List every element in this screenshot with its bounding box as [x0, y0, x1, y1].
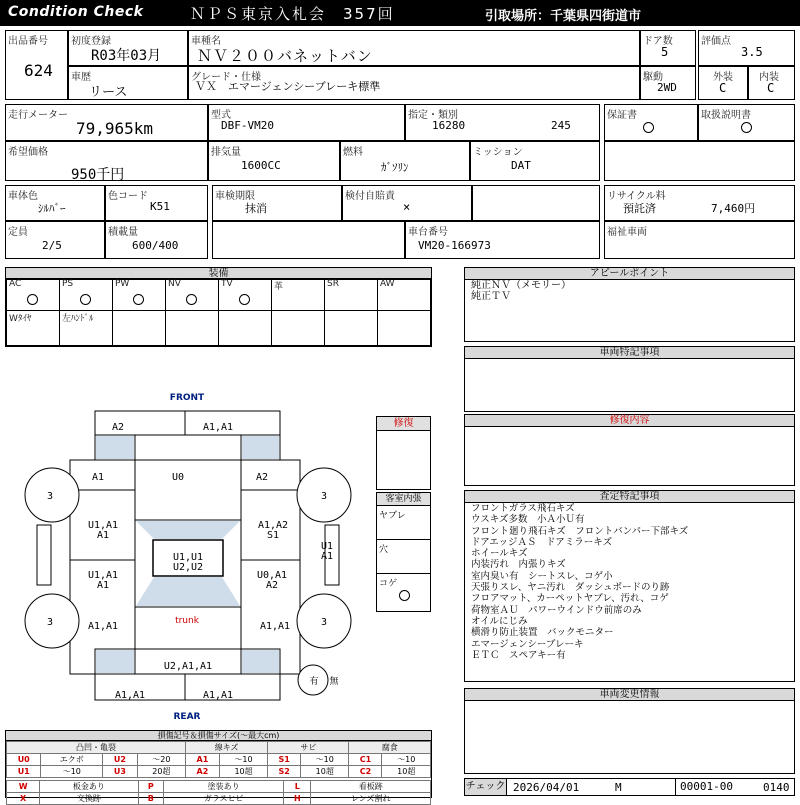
- damage-mark: U0: [171, 472, 185, 483]
- inspection-note: エマージェンシーブレーキ: [471, 638, 584, 650]
- insurance: ×: [403, 200, 411, 214]
- doors: 5: [661, 45, 669, 59]
- legend-cell: ～10: [219, 754, 267, 766]
- equipped-mark: [133, 294, 144, 305]
- inspection-note: 内装汚れ 内張りキズ: [471, 559, 566, 571]
- equipment-label: TV: [221, 279, 233, 289]
- trunk-label: trunk: [175, 616, 199, 626]
- model: DBF-VM20: [221, 119, 274, 132]
- color-code-cell: 色コード K51: [105, 185, 208, 221]
- legend-cell: X: [7, 793, 40, 805]
- interior-box: [376, 492, 431, 612]
- equipment-extra-cell: [6, 310, 60, 346]
- legend-cell: 10超: [382, 766, 431, 778]
- legend-cell: S2: [268, 766, 301, 778]
- damage-mark: A1: [91, 472, 105, 483]
- legend-cell: S1: [268, 754, 301, 766]
- inspection-note: 荷物室ＡＵ パワーウインドウ前席のみ: [471, 604, 642, 616]
- appeal-panel: [464, 267, 795, 342]
- interior-title: 客室内張: [377, 493, 430, 506]
- legend-cell: ～10: [41, 766, 103, 778]
- insurance-cell: 検付自賠責 ×: [342, 185, 472, 221]
- appeal-title: アピールポイント: [465, 268, 794, 280]
- auction-name: ＮＰＳ東京入札会 357回: [190, 5, 395, 23]
- damage-mark: A1,A1: [114, 690, 146, 701]
- legend-header: 凸凹・亀裂: [7, 742, 186, 754]
- equipped-mark: [186, 294, 197, 305]
- legend-cell: C2: [349, 766, 382, 778]
- category-cell: 指定・類別 16280 245: [405, 104, 600, 141]
- check-footer: [464, 778, 795, 796]
- changes-title: 車両変更情報: [465, 689, 794, 701]
- appeal-line: 純正ＮＶ（メモリー）: [471, 280, 571, 291]
- legend-header: 腐食: [349, 742, 431, 754]
- exterior-cell: 外装 C: [698, 66, 748, 100]
- header-title: Condition Check: [8, 4, 144, 20]
- capacity-cell: 定員 2/5: [5, 221, 105, 259]
- doors-cell: ドア数 5: [640, 30, 696, 66]
- legend-cell: U0: [7, 754, 41, 766]
- equipment-label: NV: [168, 279, 181, 289]
- legend-table: [6, 741, 431, 778]
- legend-cell: エクボ: [41, 754, 103, 766]
- legend-header: 線キズ: [186, 742, 268, 754]
- mileage-cell: 走行メーター 79,965km: [5, 104, 208, 141]
- check-number: 00001-00: [675, 779, 733, 795]
- mission-cell: ミッション DAT: [470, 141, 600, 181]
- warranty-yes-mark: [643, 122, 654, 133]
- inspection-notes-list: [471, 503, 688, 661]
- appeal-list: [471, 280, 571, 302]
- equipment-label: 革: [274, 282, 284, 292]
- inspection-note: ウスキズ多数 小Ａ小Ｕ有: [471, 514, 585, 526]
- inspection-note: ホイールキズ: [471, 548, 528, 560]
- legend-cell: ～10: [301, 754, 349, 766]
- body-color-cell: 車体色 ｼﾙﾊﾞｰ: [5, 185, 105, 221]
- mileage: 79,965km: [76, 119, 154, 138]
- inspection-note: フロントガラス飛石キズ: [471, 503, 575, 514]
- inspection-cell: 車検期限 抹消: [212, 185, 342, 221]
- repair-detail-title: 修復内容: [465, 415, 794, 427]
- repair-detail-panel: [464, 414, 795, 486]
- damage-mark: 3: [320, 617, 328, 628]
- equipment-extra-cell: [59, 310, 113, 346]
- changes-panel: [464, 688, 795, 774]
- legend-cell: 塗装あり: [164, 781, 284, 793]
- legend-header: サビ: [268, 742, 349, 754]
- equipment-label: PW: [115, 279, 130, 289]
- equipped-mark: [27, 294, 38, 305]
- header-bar: [0, 0, 800, 26]
- inspection-note: 天張りスレ、ヤニ汚れ ダッシュボードのり跡: [471, 582, 670, 594]
- repair-box: [376, 416, 431, 490]
- equipment-tv: [218, 278, 272, 311]
- legend-table-2: [6, 780, 431, 805]
- equipment-aw: [377, 278, 431, 311]
- model-cell: 型式 DBF-VM20: [208, 104, 405, 141]
- vehicle-name: ＮＶ２００バネットバン: [197, 47, 373, 65]
- first-registration-cell: 初度登録 R03年03月: [68, 30, 188, 66]
- damage-mark: U1,A1 A1: [87, 520, 119, 541]
- legend-cell: C1: [349, 754, 382, 766]
- score-cell: 評価点 3.5: [698, 30, 795, 66]
- score: 3.5: [741, 45, 763, 59]
- inspection-notes-title: 査定特記事項: [465, 491, 794, 503]
- equipment-label: AW: [380, 279, 395, 289]
- legend-cell: L: [284, 781, 311, 793]
- check-date: 2026/04/01: [513, 781, 580, 794]
- legend-cell: ガラスヒビ: [164, 793, 284, 805]
- legend-cell: A1: [186, 754, 220, 766]
- appeal-line: 純正ＴＶ: [471, 291, 511, 302]
- equipment-leather: [271, 278, 325, 311]
- lot-number-cell: 出品番号 624: [5, 30, 68, 100]
- history-cell: 車歴 リース: [68, 66, 188, 100]
- desired-price: 950千円: [71, 167, 125, 183]
- equipment-title: 装備: [6, 268, 431, 280]
- load-cell: 積載量 600/400: [105, 221, 208, 259]
- recycle-status: 預託済: [623, 202, 656, 215]
- fuel-cell: 燃料 ｶﾞｿﾘﾝ: [340, 141, 470, 181]
- legend-cell: 10超: [219, 766, 267, 778]
- grade-cell: グレード・仕様 ＶＸ エマージェンシーブレーキ標準: [188, 66, 640, 100]
- equipment-ac: [6, 278, 60, 311]
- inspection-note: フロアマット、カーペットヤブレ、汚れ、コゲ: [471, 593, 669, 605]
- legend-cell: U3: [103, 766, 137, 778]
- equipment-label: PS: [62, 279, 74, 289]
- displacement-cell: 排気量 1600CC: [208, 141, 340, 181]
- legend-cell: 看板跡: [311, 781, 431, 793]
- legend-cell: ～10: [382, 754, 431, 766]
- equipment-extra-label: 左ﾊﾝﾄﾞﾙ: [62, 314, 94, 324]
- grade: ＶＸ エマージェンシーブレーキ標準: [195, 80, 381, 93]
- legend-cell: P: [138, 781, 164, 793]
- legend-cell: W: [7, 781, 40, 793]
- exterior-grade: C: [719, 81, 727, 95]
- legend-cell: U2: [103, 754, 137, 766]
- equipment-sr: [324, 278, 378, 311]
- legend-cell: ～20: [137, 754, 185, 766]
- equipment-nv: [165, 278, 219, 311]
- front-label: FRONT: [169, 393, 205, 403]
- history: リース: [89, 85, 128, 100]
- blank-cell: [604, 141, 795, 181]
- spare-yes: 有: [309, 677, 319, 687]
- price-cell: 希望価格 950千円: [5, 141, 208, 181]
- warranty-cell: 保証書: [604, 104, 698, 141]
- load-capacity: 600/400: [132, 239, 179, 252]
- damage-mark: U0,A1 A2: [256, 570, 288, 591]
- inspection-note: オイルにじみ: [471, 615, 528, 627]
- drive-cell: 駆動 2WD: [640, 66, 696, 100]
- damage-mark: 3: [46, 617, 54, 628]
- inspection-note: 横滑り防止装置 バックモニター: [471, 627, 614, 639]
- legend-cell: 交換跡: [40, 793, 138, 805]
- equipment-pw: [112, 278, 166, 311]
- category-number: 16280: [432, 119, 466, 132]
- chassis-number: VM20-166973: [418, 239, 491, 252]
- special-notes-title: 車両特記事項: [465, 347, 794, 359]
- first-registration: R03年03月: [91, 48, 162, 64]
- legend-title: 損傷記号＆損傷サイズ(～最大cm): [6, 731, 431, 741]
- damage-mark: A1,A2 S1: [257, 520, 289, 541]
- legend-cell: B: [138, 793, 164, 805]
- mission: DAT: [511, 159, 531, 172]
- damage-mark: A1,A1: [202, 690, 234, 701]
- equipment-label: AC: [9, 279, 22, 289]
- damage-mark: U1 A1: [320, 541, 334, 562]
- interior-tear: ヤブレ: [377, 506, 430, 540]
- equipment-label: SR: [327, 279, 339, 289]
- damage-mark: U1,A1 A1: [87, 570, 119, 591]
- damage-mark: 3: [46, 491, 54, 502]
- damage-legend: [5, 730, 432, 803]
- legend-cell: 20超: [137, 766, 185, 778]
- spare-no: 無: [329, 677, 339, 687]
- damage-mark: 3: [320, 491, 328, 502]
- interior-burn-label: コゲ: [379, 579, 398, 589]
- legend-cell: H: [284, 793, 311, 805]
- legend-cell: 板金あり: [40, 781, 138, 793]
- vehicle-name-cell: 車種名 ＮＶ２００バネットバン: [188, 30, 640, 66]
- welfare-cell: 福祉車両: [604, 221, 795, 259]
- check-serial: 0140: [763, 781, 790, 794]
- type-number: 245: [551, 119, 571, 132]
- color-code: K51: [150, 200, 170, 213]
- legend-cell: A2: [186, 766, 220, 778]
- equipment-panel: [5, 267, 432, 347]
- damage-mark: A1,A1: [87, 621, 119, 632]
- damage-mark: U1,U1 U2,U2: [172, 552, 204, 573]
- interior-cell: 内装 C: [748, 66, 795, 100]
- pickup-location: 引取場所：千葉県四街道市: [485, 9, 642, 24]
- damage-mark: U2,A1,A1: [163, 661, 213, 672]
- inspection-note: 室内臭い有 シートスレ、コゲ小: [471, 570, 613, 582]
- damage-mark: A2: [111, 422, 125, 433]
- equipment-extra-cell: [165, 310, 219, 346]
- check-code: M: [615, 781, 622, 794]
- inspection-note: ドアエッジＡＳ ドアミラーキズ: [471, 536, 613, 548]
- equipment-extra-cell: [218, 310, 272, 346]
- repair-title: 修復: [377, 417, 430, 431]
- equipment-extra-cell: [112, 310, 166, 346]
- chassis-cell: 車台番号 VM20-166973: [405, 221, 600, 259]
- damage-mark: A1,A1: [259, 621, 291, 632]
- equipment-ps: [59, 278, 113, 311]
- lot-number: 624: [24, 61, 53, 80]
- damage-mark: A1,A1: [202, 422, 234, 433]
- interior-grade: C: [767, 81, 775, 95]
- damage-diagram: [0, 385, 376, 725]
- equipment-extra-cell: [377, 310, 431, 346]
- body-color: ｼﾙﾊﾞｰ: [38, 202, 66, 215]
- check-label: チェック: [465, 779, 507, 795]
- inspection-notes-panel: [464, 490, 795, 682]
- manual-cell: 取扱説明書: [698, 104, 795, 141]
- blank-cell-2: [472, 185, 600, 221]
- legend-cell: U1: [7, 766, 41, 778]
- legend-cell: 10超: [301, 766, 349, 778]
- blank-cell-3: [212, 221, 405, 259]
- damage-mark: A2: [255, 472, 269, 483]
- drive: 2WD: [657, 81, 677, 94]
- inspection-note: フロント廻り飛石キズ フロントバンパー下部キズ: [471, 525, 689, 537]
- equipped-mark: [80, 294, 91, 305]
- interior-burn: [377, 574, 430, 610]
- inspection-expiry: 抹消: [245, 202, 267, 215]
- equipment-extra-cell: [324, 310, 378, 346]
- fuel: ｶﾞｿﾘﾝ: [381, 161, 409, 174]
- recycle-cell: リサイクル料 預託済 7,460円: [604, 185, 795, 221]
- legend-cell: レンズ割れ: [311, 793, 431, 805]
- equipment-extra-label: Wﾀｲﾔ: [9, 314, 32, 324]
- interior-hole: 穴: [377, 540, 430, 574]
- special-notes-panel: [464, 346, 795, 412]
- interior-burn-mark: [399, 590, 410, 601]
- recycle-fee: 7,460円: [711, 202, 756, 215]
- rear-label: REAR: [173, 712, 201, 722]
- manual-yes-mark: [741, 122, 752, 133]
- displacement: 1600CC: [241, 159, 281, 172]
- capacity: 2/5: [42, 239, 62, 252]
- equipment-extra-cell: [271, 310, 325, 346]
- inspection-note: ＥＴＣ スペアキー有: [471, 649, 566, 661]
- equipped-mark: [239, 294, 250, 305]
